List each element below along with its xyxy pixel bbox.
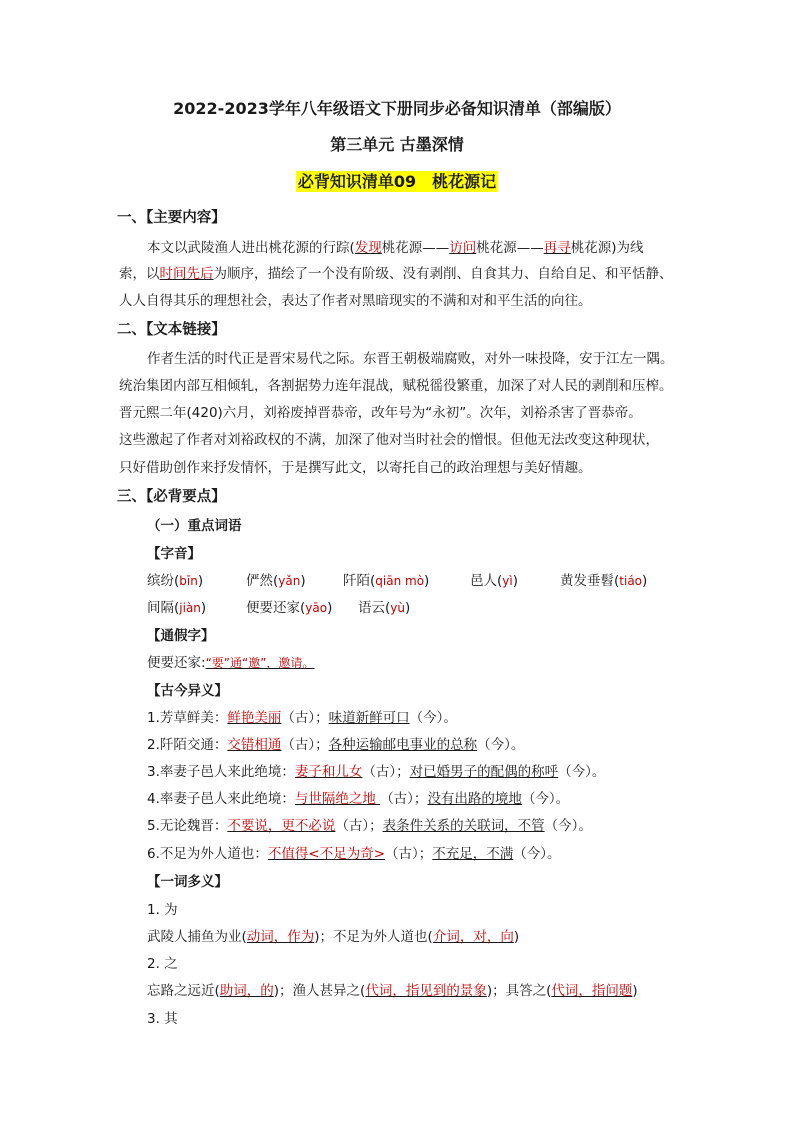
paragraph-line (147, 239, 644, 257)
label-pronunciation: 【字音】 (147, 546, 201, 562)
label-interchangeable-char: 【通假字】 (147, 628, 215, 644)
pron-item: 缤纷(bīn) (147, 573, 204, 589)
paragraph-line: 晋元熙二年(420)六月，刘裕废掉晋恭帝，改年号为“永初”。次年，刘裕杀害了晋恭帝。 (119, 405, 642, 421)
pron-item: 语云(yù) (358, 600, 411, 616)
meaning-item: 4.率妻子邑人来此绝境：与世隔绝之地 （古）；没有出路的境地（今）。 (147, 791, 570, 807)
label-ancient-modern-meaning: 【古今异义】 (147, 683, 228, 699)
polysemy-example: 忘路之远近(助词，的)；渔人甚异之(代词，指见到的景象)；具答之(代词，指问题) (147, 983, 638, 999)
pron-item: 阡陌(qiān mò) (343, 573, 430, 589)
unit-title: 第三单元 古墨深情 (330, 135, 464, 154)
answer-text: 发现 (354, 240, 382, 256)
paragraph-line: 人人自得其乐的理想社会，表达了作者对黑暗现实的不满和对和平生活的向往。 (119, 293, 592, 309)
answer-text: 再寻 (543, 240, 571, 256)
meaning-item: 2.阡陌交通：交错相通（古）；各种运输邮电事业的总称（今）。 (147, 737, 525, 753)
section-heading-main-content: 一、【主要内容】 (117, 210, 226, 226)
paragraph-line: 作者生活的时代正是晋宋易代之际。东晋王朝极端腐败，对外一味投降，安于江左一隅。 (147, 351, 674, 367)
pron-item: 邑人(yì) (470, 573, 518, 589)
pron-item: 黄发垂髫(tiáo) (560, 573, 648, 589)
document-title: 2022-2023学年八年级语文下册同步必备知识清单（部编版） (173, 99, 621, 118)
label-polysemy: 【一词多义】 (147, 874, 228, 890)
pron-item: 便要还家(yāo) (246, 600, 333, 616)
paragraph-line: 只好借助创作来抒发情怀，于是撰写此文，以寄托自己的政治理想与美好情趣。 (119, 460, 592, 476)
text: 本文以武陵渔人进出桃花源的行踪( (147, 240, 355, 256)
interchangeable-char-line (147, 654, 314, 672)
polysemy-word: 1. 为 (147, 902, 178, 918)
pron-item: 俨然(yǎn) (246, 573, 306, 589)
text: 便要还家: (147, 655, 206, 671)
topic-highlight: 必背知识清单09 桃花源记 (297, 172, 497, 191)
text: 索，以 (119, 266, 160, 282)
paragraph-line: 这些激起了作者对刘裕政权的不满，加深了他对当时社会的憎恨。但他无法改变这种现状， (119, 432, 659, 448)
polysemy-word: 2. 之 (147, 956, 178, 972)
paragraph-line (119, 265, 673, 283)
section-heading-key-points: 三、【必背要点】 (117, 489, 226, 505)
text: 桃花源)为线 (570, 240, 644, 256)
answer-text: 时间先后 (159, 266, 214, 282)
answer-text: 访问 (449, 240, 477, 256)
meaning-item: 3.率妻子邑人来此绝境：妻子和儿女（古）；对已婚男子的配偶的称呼（今）。 (147, 764, 606, 780)
section-heading-text-link: 二、【文本链接】 (117, 322, 226, 338)
paragraph-line: 统治集团内部互相倾轧，各割据势力连年混战，赋税徭役繁重，加深了对人民的剥削和压榨。 (119, 378, 673, 394)
polysemy-example: 武陵人捕鱼为业(动词，作为)；不足为外人道也(介词，对，向) (147, 929, 520, 945)
topic-title (0, 173, 794, 191)
meaning-item: 6.不足为外人道也：不值得<不足为奇>（古）；不充足，不满（今）。 (147, 846, 561, 862)
polysemy-word: 3. 其 (147, 1011, 178, 1027)
text: 桃花源—— (381, 240, 450, 256)
text: 桃花源—— (476, 240, 544, 256)
subsection-key-words: （一）重点词语 (147, 518, 242, 534)
text: 为顺序，描绘了一个没有阶级、没有剥削、自食其力、自给自足、和平恬静、 (213, 266, 673, 282)
meaning-item: 5.无论魏晋：不要说，更不必说（古）；表条件关系的关联词，不管（今）。 (147, 818, 592, 834)
meaning-item: 1.芳草鲜美：鲜艳美丽（古）；味道新鲜可口（今）。 (147, 710, 457, 726)
answer-text: “要”通“邀”，邀请。 (205, 656, 315, 670)
pron-item: 间隔(jiàn) (147, 600, 207, 616)
